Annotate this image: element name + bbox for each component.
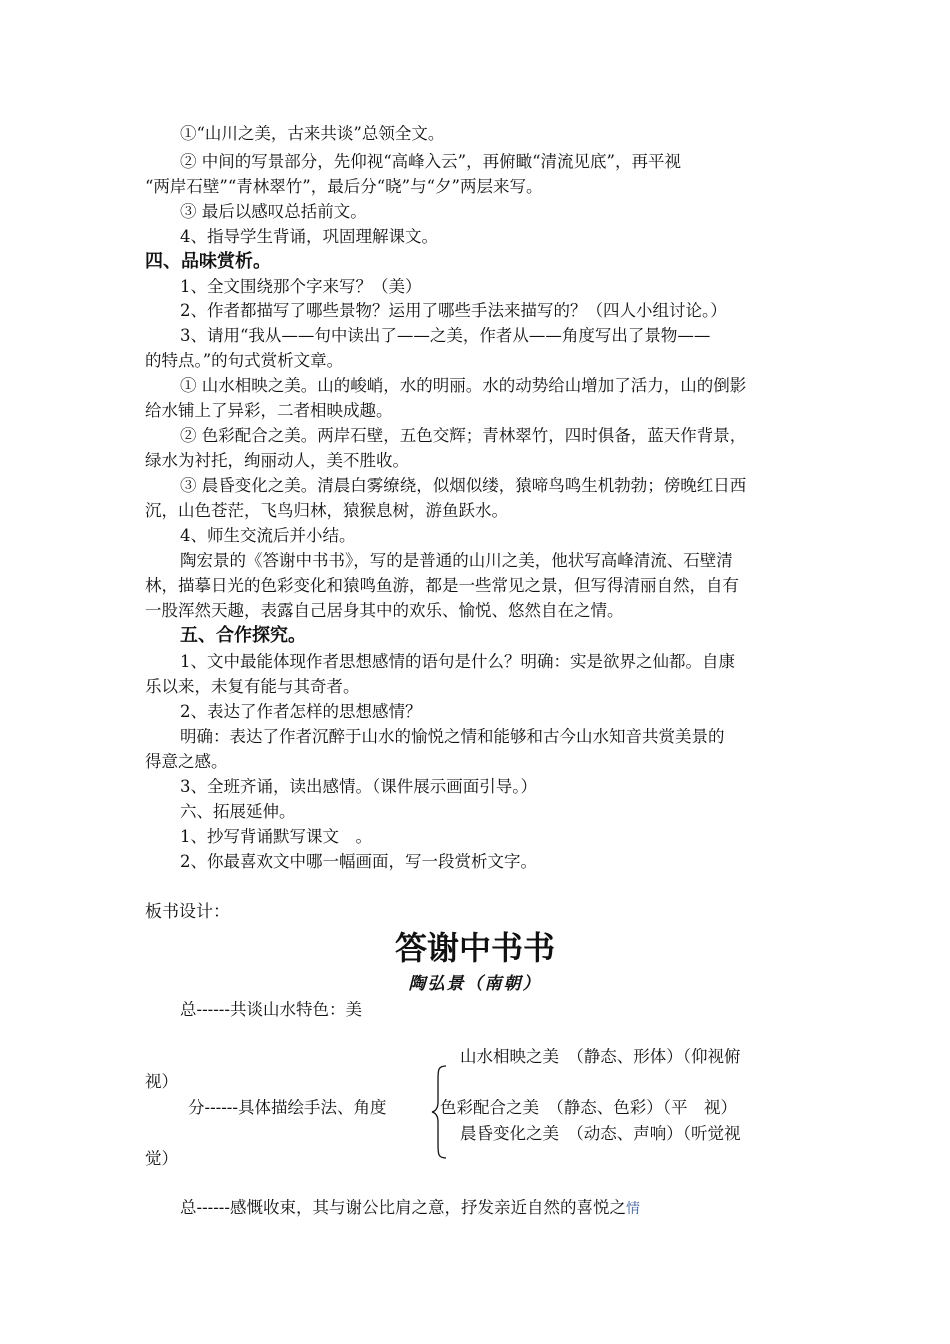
board-label: 板书设计： bbox=[145, 902, 230, 922]
board-title: 答谢中书书 bbox=[394, 929, 555, 967]
text-line: 4、指导学生背诵，巩固理解课文。 bbox=[180, 227, 438, 246]
text-line: 3、全班齐诵，读出感情。（课件展示画面引导。） bbox=[180, 777, 537, 796]
text-line: 2、作者都描写了哪些景物？运用了哪些手法来描写的？（四人小组讨论。） bbox=[180, 301, 727, 320]
board-total-conclusion bbox=[180, 1196, 640, 1221]
text-line: 明确：表达了作者沉醉于山水的愉悦之情和能够和古今山水知音共赏美景的 bbox=[180, 727, 725, 746]
text-line: 给水铺上了异彩，二者相映成趣。 bbox=[145, 401, 393, 420]
board-item-3-wrap: 觉） bbox=[145, 1149, 178, 1168]
text-line: ③ 晨昏变化之美。清晨白雾缭绕，似烟似缕，猿啼鸟鸣生机勃勃；傍晚红日西 bbox=[180, 476, 747, 495]
board-split: 分------具体描绘手法、角度 bbox=[188, 1098, 387, 1117]
text-line: 林，描摹日光的色彩变化和猿鸣鱼游，都是一些常见之景，但写得清丽自然，自有 bbox=[145, 576, 739, 595]
board-item-2: 色彩配合之美 （静态、色彩）（平 视） bbox=[440, 1098, 737, 1117]
text-line: ② 中间的写景部分，先仰视“高峰入云”，再俯瞰“清流见底”，再平视 bbox=[180, 152, 681, 171]
text-line: 绿水为衬托，绚丽动人，美不胜收。 bbox=[145, 451, 409, 470]
board-total-conclusion-text: 总------感慨收束，其与谢公比肩之意，抒发亲近自然的喜悦之 bbox=[180, 1198, 626, 1217]
text-line: ①“山川之美，古来共谈”总领全文。 bbox=[180, 124, 445, 143]
text-line: ② 色彩配合之美。两岸石壁，五色交辉；青林翠竹，四时俱备，蓝天作背景， bbox=[180, 426, 747, 445]
text-line: 1、文中最能体现作者思想感情的语句是什么？明确：实是欲界之仙都。自康 bbox=[180, 652, 735, 671]
text-line: 2、表达了作者怎样的思想感情？ bbox=[180, 702, 422, 721]
text-line: “两岸石壁”“青林翠竹”，最后分“晓”与“夕”两层来写。 bbox=[145, 177, 543, 196]
text-line: 3、请用“我从——句中读出了——之美，作者从——角度写出了景物—— bbox=[180, 326, 711, 345]
section-heading: 四、品味赏析。 bbox=[145, 251, 271, 272]
text-line: ① 山水相映之美。山的峻峭，水的明丽。水的动势给山增加了活力，山的倒影 bbox=[180, 376, 747, 395]
text-line: 1、全文围绕那个字来写？（美） bbox=[180, 277, 422, 296]
text-line: 陶宏景的《答谢中书书》，写的是普通的山川之美，他状写高峰清流、石壁清 bbox=[180, 551, 733, 570]
text-line: ③ 最后以感叹总括前文。 bbox=[180, 202, 367, 221]
board-total-intro: 总------共谈山水特色：美 bbox=[180, 1000, 362, 1019]
text-line: 1、抄写背诵默写课文 。 bbox=[180, 827, 372, 846]
board-author: 陶弘景（南朝） bbox=[408, 974, 542, 994]
section-heading: 五、合作探究。 bbox=[180, 625, 306, 646]
board-item-3: 晨昏变化之美 （动态、声响）（听觉视 bbox=[460, 1124, 741, 1143]
text-line: 的特点。”的句式赏析文章。 bbox=[145, 351, 344, 370]
board-item-1-wrap: 视） bbox=[145, 1072, 178, 1091]
text-line: 得意之感。 bbox=[145, 752, 228, 771]
text-line: 4、师生交流后并小结。 bbox=[180, 526, 356, 545]
text-line: 一股浑然天趣，表露自己居身其中的欢乐、愉悦、悠然自在之情。 bbox=[145, 601, 624, 620]
text-line: 沉，山色苍茫，飞鸟归林，猿猴息树，游鱼跃水。 bbox=[145, 501, 508, 520]
text-line: 乐以来，未复有能与其奇者。 bbox=[145, 677, 360, 696]
text-line: 2、你最喜欢文中哪一幅画面，写一段赏析文字。 bbox=[180, 852, 537, 871]
text-line: 六、拓展延伸。 bbox=[180, 802, 296, 821]
board-item-1: 山水相映之美 （静态、形体）（仰视俯 bbox=[460, 1047, 741, 1066]
board-total-conclusion-end: 情 bbox=[625, 1201, 640, 1217]
